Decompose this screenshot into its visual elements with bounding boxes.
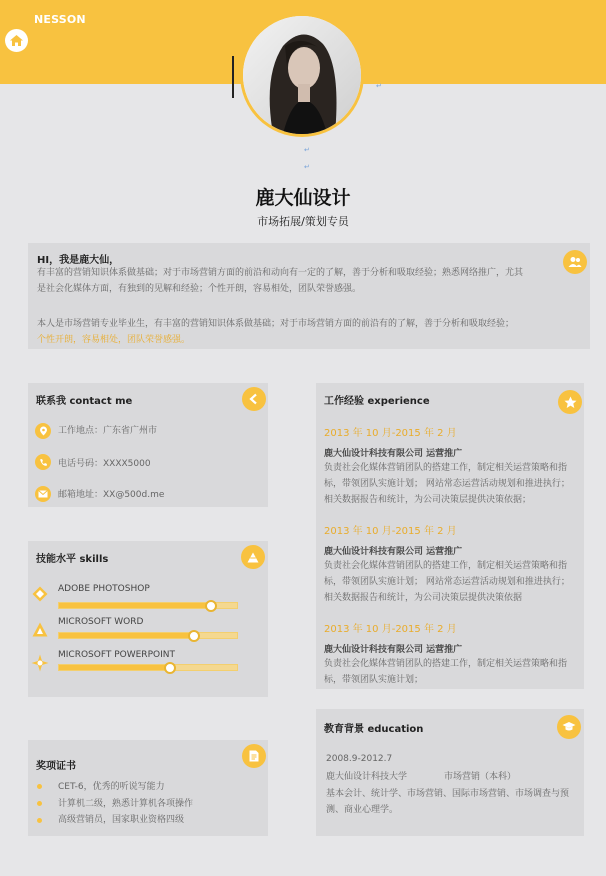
intro-title: HI，我是鹿大仙， — [37, 255, 120, 266]
intro-paragraph-2 — [37, 316, 567, 348]
education-school: 鹿大仙设计科技大学 — [326, 772, 408, 782]
award-item: 计算机二级，熟悉计算机各项操作 — [58, 799, 194, 809]
education-date: 2008.9-2012.7 — [326, 754, 393, 764]
intro-p2-line1: 本人是市场营销专业毕业生，有丰富的营销知识体系做基础；对于市场营销方面的前沿有的了解，善于分析和吸取经验； — [37, 319, 515, 329]
experience-desc: 标，带领团队实施计划； 网站常态运营活动规划和推进执行； — [324, 577, 570, 587]
contact-address: 工作地点：广东省广州市 — [58, 426, 158, 436]
decor-bar — [232, 56, 234, 98]
triangle-icon — [32, 622, 48, 641]
home-icon[interactable] — [5, 29, 28, 52]
location-icon — [35, 423, 51, 439]
award-item: 高级营销员，国家职业资格四级 — [58, 815, 185, 825]
pyramid-icon — [241, 545, 265, 569]
experience-company: 鹿大仙设计科技有限公司 运营推广 — [324, 449, 463, 459]
bullet — [37, 801, 42, 806]
education-courses — [326, 786, 582, 818]
experience-title: 工作经验 experience — [324, 396, 430, 407]
skill-name: MICROSOFT WORD — [58, 617, 144, 627]
experience-date: 2013 年 10 月-2015 年 2 月 — [324, 624, 457, 635]
experience-date: 2013 年 10 月-2015 年 2 月 — [324, 526, 457, 537]
skill-name: MICROSOFT POWERPOINT — [58, 650, 175, 660]
education-courses-line1: 基本会计、统计学、市场营销、国际市场营销、市场调查与预 — [326, 789, 570, 799]
intro-paragraph-1 — [37, 265, 557, 297]
skill-bar-fill — [59, 603, 210, 608]
sparkle-icon — [31, 654, 49, 676]
skill-bar — [58, 664, 238, 671]
skill-bar — [58, 602, 238, 609]
profile-name: 鹿大仙设计 — [255, 187, 351, 209]
skill-bar — [58, 632, 238, 639]
experience-desc: 负责社会化媒体营销团队的搭建工作，制定相关运营策略和指 — [324, 463, 568, 473]
experience-desc: 相关数据报告和统计，为公司决策层提供决策依据； — [324, 495, 532, 505]
people-icon — [563, 250, 587, 274]
skill-bar-knob — [188, 630, 200, 642]
experience-entry — [324, 522, 586, 606]
profile-role: 市场拓展/策划专员 — [257, 215, 349, 228]
intro-p2-line2: 个性开朗，容易相处，团队荣誉感强。 — [37, 335, 191, 345]
experience-desc: 相关数据报告和统计，为公司决策层提供决策依据 — [324, 593, 523, 603]
email-icon — [35, 486, 51, 502]
avatar — [243, 16, 361, 134]
bullet — [37, 818, 42, 823]
para-mark: ↵ — [304, 163, 310, 171]
skill-bar-fill — [59, 665, 169, 670]
skill-name: ADOBE PHOTOSHOP — [58, 584, 150, 594]
diamond-icon — [32, 586, 48, 606]
skill-bar-fill — [59, 633, 193, 638]
experience-desc: 标，带领团队实施计划； — [324, 675, 424, 685]
graduation-cap-icon — [557, 715, 581, 739]
experience-desc: 负责社会化媒体营销团队的搭建工作，制定相关运营策略和指 — [324, 561, 568, 571]
experience-entry — [324, 424, 586, 508]
phone-icon — [35, 454, 51, 470]
award-item: CET-6，优秀的听说写能力 — [58, 782, 165, 792]
awards-title: 奖项证书 — [36, 761, 76, 772]
experience-desc: 标，带领团队实施计划； 网站常态运营活动规划和推进执行； — [324, 479, 570, 489]
para-mark: ↵ — [304, 146, 310, 154]
intro-p1-line2: 是社会化媒体方面，有独到的见解和经验；个性开朗，容易相处，团队荣誉感强。 — [37, 284, 362, 294]
experience-desc: 负责社会化媒体营销团队的搭建工作，制定相关运营策略和指 — [324, 659, 568, 669]
contact-title: 联系我 contact me — [36, 396, 133, 407]
para-mark: ↵ — [376, 82, 382, 90]
experience-company: 鹿大仙设计科技有限公司 运营推广 — [324, 645, 463, 655]
brand-logo: NESSON — [34, 13, 86, 26]
contact-email: 邮箱地址：XX@500d.me — [58, 490, 165, 500]
education-major: 市场营销（本科） — [444, 772, 517, 782]
skills-title: 技能水平 skills — [36, 554, 109, 565]
experience-date: 2013 年 10 月-2015 年 2 月 — [324, 428, 457, 439]
back-arrow-icon — [242, 387, 266, 411]
document-icon — [242, 744, 266, 768]
star-icon — [558, 390, 582, 414]
experience-entry — [324, 620, 586, 688]
education-courses-line2: 测、商业心理学。 — [326, 805, 399, 815]
education-title: 教育背景 education — [324, 724, 424, 735]
bullet — [37, 784, 42, 789]
contact-phone: 电话号码：XXXX5000 — [58, 459, 151, 469]
experience-company: 鹿大仙设计科技有限公司 运营推广 — [324, 547, 463, 557]
intro-p1-line1: 有丰富的营销知识体系做基础；对于市场营销方面的前沿和动向有一定的了解，善于分析和吸取经验；熟悉网络推广，尤其 — [37, 268, 524, 278]
